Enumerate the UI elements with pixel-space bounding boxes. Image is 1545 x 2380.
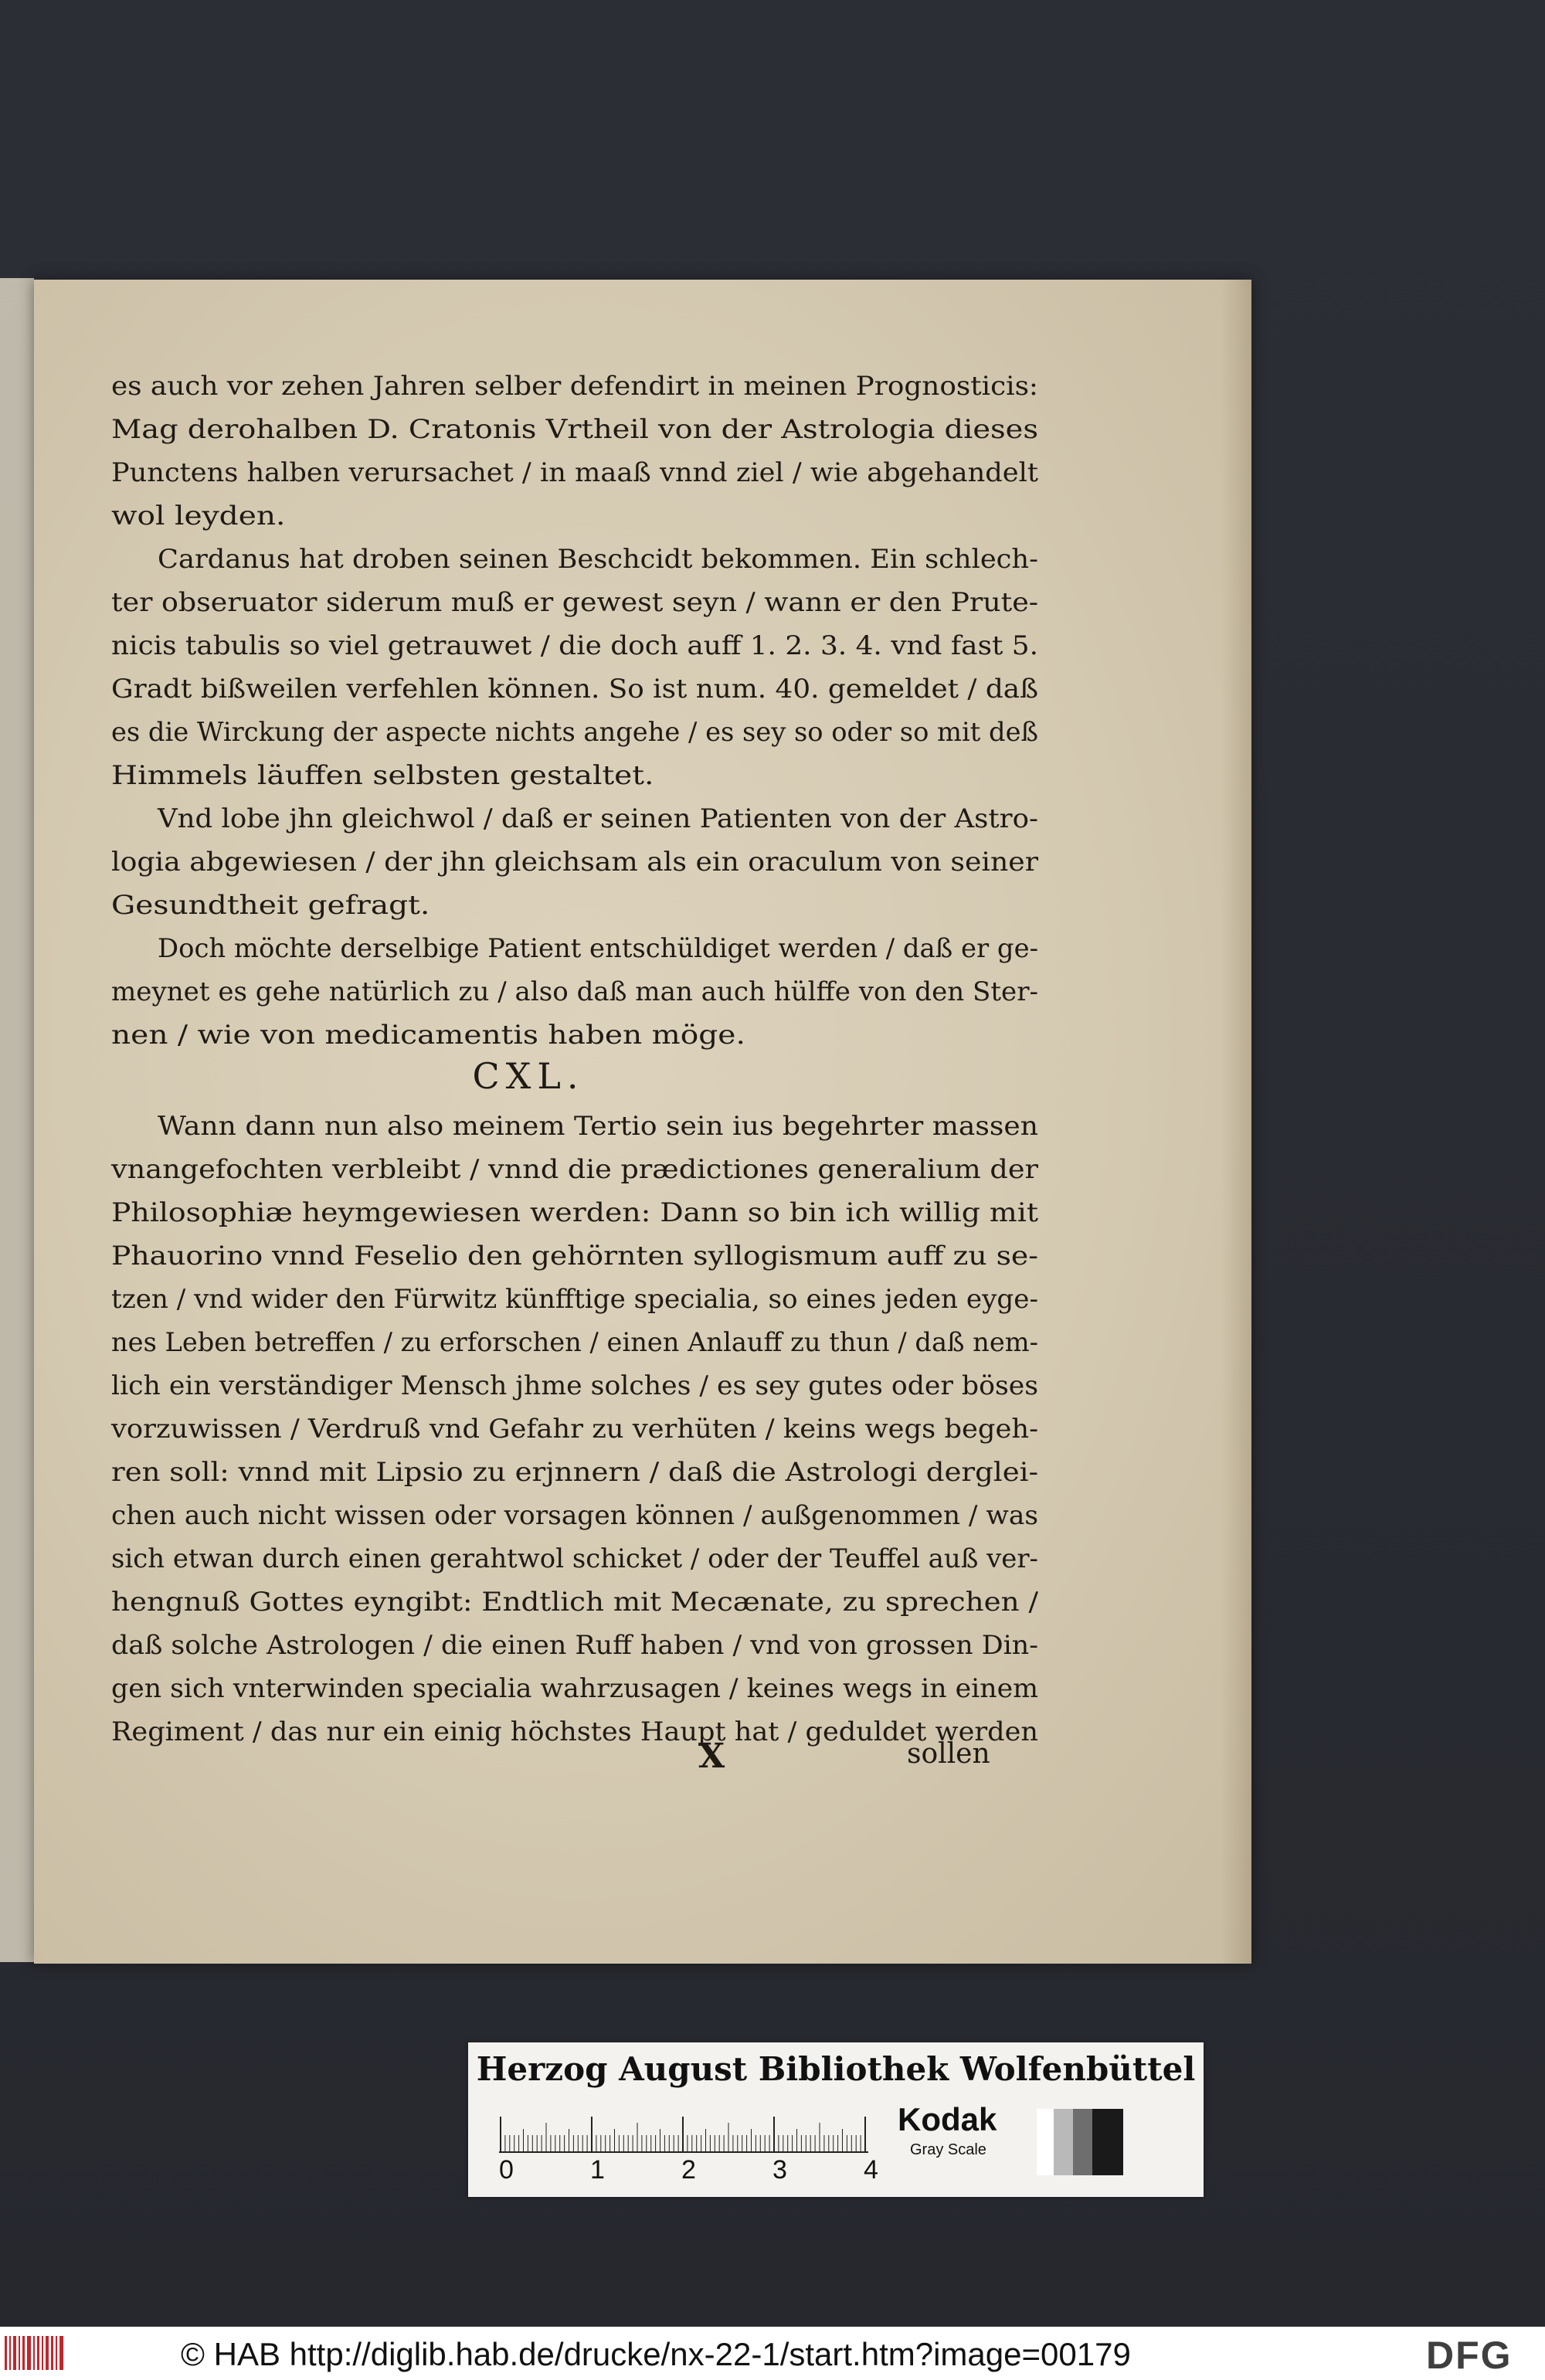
barcode-icon: [3, 2333, 65, 2373]
gray-patch: [1092, 2109, 1123, 2175]
barcode-stripe: [33, 2336, 35, 2370]
text-line: vorzuwissen / Verdruß vnd Gefahr zu verhüten / keins wegs begeh-: [111, 1414, 1038, 1445]
barcode-stripe: [9, 2336, 11, 2370]
section-heading: CXL.: [472, 1055, 585, 1097]
signature-mark: X: [698, 1737, 725, 1776]
text-line: Gesundtheit gefragt.: [111, 890, 430, 921]
barcode-stripe: [59, 2336, 63, 2370]
copyright-url[interactable]: © HAB http://diglib.hab.de/drucke/nx-22-1/start.htm?image=00179: [181, 2336, 1131, 2372]
gray-patch: [1054, 2109, 1073, 2175]
text-line: wol leyden.: [111, 501, 286, 531]
text-line: chen auch nicht wissen oder vorsagen können / außgenommen / was: [111, 1500, 1038, 1531]
text-line: Phauorino vnnd Feselio den gehörnten syllogismum auff zu se-: [111, 1241, 1038, 1271]
ruler-numbers: [499, 2155, 901, 2189]
text-line: Doch möchte derselbige Patient entschüldiget werden / daß er ge-: [158, 933, 1038, 964]
barcode-stripe: [46, 2336, 49, 2370]
text-block-top: [111, 365, 1038, 1057]
barcode-stripe: [22, 2336, 25, 2370]
ruler-number: 0: [499, 2155, 514, 2185]
text-line: nen / wie von medicamentis haben möge.: [111, 1020, 745, 1051]
text-line: Vnd lobe jhn gleichwol / daß er seinen Patienten von der Astro-: [158, 803, 1038, 834]
text-line: lich ein verständiger Mensch jhme solches / es sey gutes oder böses: [111, 1370, 1038, 1401]
catchword: sollen: [907, 1738, 990, 1770]
dfg-logo: DFG: [1426, 2334, 1513, 2377]
barcode-stripe: [51, 2336, 53, 2370]
text-line: es auch vor zehen Jahren selber defendirt in meinen Prognosticis:: [111, 371, 1038, 402]
ruler-number: 3: [772, 2155, 787, 2185]
text-block-bottom: [111, 1105, 1038, 1754]
text-line: Wann dann nun also meinem Tertio sein ius begehrter massen: [158, 1111, 1038, 1142]
kodak-brand: Kodak: [898, 2101, 997, 2137]
text-line: ren soll: vnnd mit Lipsio zu erjnnern / daß die Astrologi derglei-: [111, 1457, 1038, 1488]
gray-scale-label: Gray Scale: [910, 2141, 986, 2158]
text-line: Cardanus hat droben seinen Beschcidt bekommen. Ein schlech-: [158, 544, 1038, 575]
gray-patch: [1073, 2109, 1092, 2175]
text-line: Mag derohalben D. Cratonis Vrtheil von der Astrologia dieses: [111, 414, 1038, 445]
barcode-stripe: [5, 2336, 7, 2370]
text-line: vnangefochten verbleibt / vnnd die prædictiones generalium der: [111, 1154, 1038, 1185]
ruler-scale: [499, 2112, 870, 2160]
text-line: meynet es gehe natürlich zu / also daß man auch hülffe von den Ster-: [111, 976, 1038, 1007]
footer-bar: [0, 2327, 1545, 2380]
barcode-stripe: [42, 2336, 43, 2370]
ruler-number: 2: [681, 2155, 696, 2185]
barcode-stripe: [56, 2336, 57, 2370]
text-line: nes Leben betreffen / zu erforschen / einen Anlauff zu thun / daß nem-: [111, 1327, 1038, 1358]
text-line: logia abgewiesen / der jhn gleichsam als ein oraculum von seiner: [111, 847, 1038, 878]
text-line: nicis tabulis so viel getrauwet / die doch auff 1. 2. 3. 4. vnd fast 5.: [111, 630, 1038, 661]
barcode-stripe: [19, 2336, 20, 2370]
text-line: gen sich vnterwinden specialia wahrzusagen / keines wegs in einem: [111, 1673, 1038, 1704]
ruler-number: 1: [590, 2155, 605, 2185]
text-line: Gradt bißweilen verfehlen können. So ist num. 40. gemeldet / daß: [111, 674, 1038, 704]
barcode-stripe: [13, 2336, 16, 2370]
barcode-stripe: [37, 2336, 39, 2370]
text-line: Regiment / das nur ein einig höchstes Haupt hat / geduldet werden: [111, 1716, 1038, 1747]
text-line: tzen / vnd wider den Fürwitz künfftige specialia, so eines jeden eyge-: [111, 1284, 1038, 1315]
text-line: sich etwan durch einen gerahtwol schicket / oder der Teuffel auß ver-: [111, 1543, 1038, 1574]
ruler-number: 4: [864, 2155, 878, 2185]
text-line: es die Wirckung der aspecte nichts angehe / es sey so oder so mit deß: [111, 717, 1038, 748]
text-line: Philosophiæ heymgewiesen werden: Dann so bin ich willig mit: [111, 1197, 1038, 1228]
barcode-stripe: [27, 2336, 31, 2370]
library-card: [468, 2042, 1204, 2197]
gray-patch: [1037, 2109, 1054, 2175]
text-line: hengnuß Gottes eyngibt: Endtlich mit Mecænate, zu sprechen /: [111, 1587, 1038, 1618]
text-line: Himmels läuffen selbsten gestaltet.: [111, 760, 654, 791]
institution-name: Herzog August Bibliothek Wolfenbüttel: [476, 2050, 1196, 2088]
text-line: daß solche Astrologen / die einen Ruff haben / vnd von grossen Din-: [111, 1630, 1038, 1661]
scanned-page: [34, 280, 1251, 1964]
text-line: Punctens halben verursachet / in maaß vnnd ziel / wie abgehandelt: [111, 457, 1038, 488]
previous-page-edge: [0, 278, 34, 1962]
text-line: ter obseruator siderum muß er gewest seyn / wann er den Prute-: [111, 587, 1038, 618]
gray-scale-patches: [1037, 2109, 1123, 2175]
